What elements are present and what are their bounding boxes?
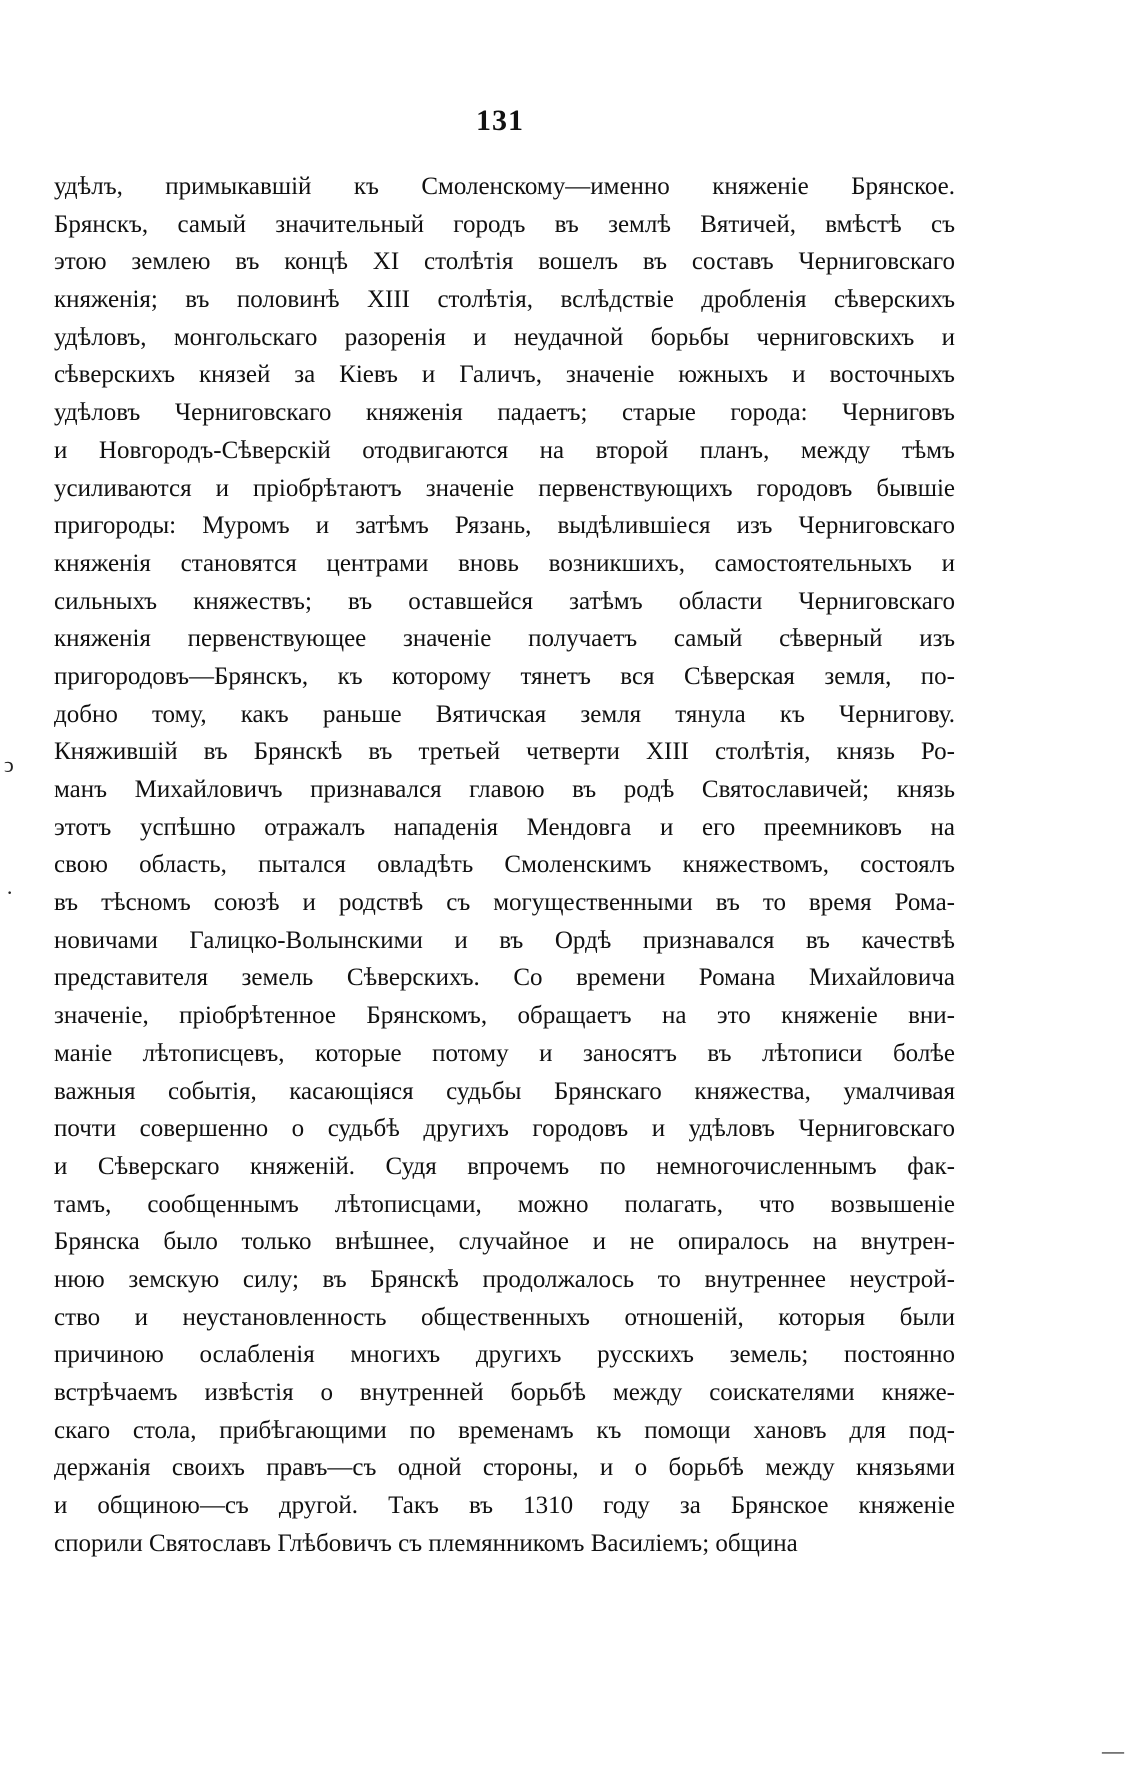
text-line: и Сѣверскаго княженій. Судя впрочемъ по немногочисленнымъ фак- — [54, 1152, 955, 1180]
margin-mark: — — [1102, 1738, 1124, 1763]
text-line: важныя событія, касающіяся судьбы Брянскаго княжества, умалчивая — [54, 1077, 955, 1105]
margin-mark: ↄ — [4, 752, 14, 777]
text-line: свою область, пытался овладѣть Смоленскимъ княжествомъ, состоялъ — [54, 851, 955, 879]
text-line: удѣловъ Черниговскаго княженія падаетъ; старые города: Черниговъ — [54, 399, 955, 427]
text-line: сѣверскихъ князей за Кіевъ и Галичъ, значеніе южныхъ и восточныхъ — [54, 361, 955, 389]
text-line: маніе лѣтописцевъ, которые потому и заносятъ въ лѣтописи болѣе — [54, 1039, 955, 1067]
text-line: ство и неустановленность общественныхъ отношеній, которыя были — [54, 1303, 955, 1331]
body-text — [54, 168, 955, 1562]
text-line: этотъ успѣшно отражалъ нападенія Мендовга и его преемниковъ на — [54, 813, 955, 841]
text-line: почти совершенно о судьбѣ другихъ городовъ и удѣловъ Черниговскаго — [54, 1115, 955, 1143]
text-line: причиною ослабленія многихъ другихъ русскихъ земель; постоянно — [54, 1341, 955, 1369]
text-line: въ тѣсномъ союзѣ и родствѣ съ могущественными въ то время Рома- — [54, 889, 955, 917]
text-line: встрѣчаемъ извѣстія о внутренней борьбѣ между соискателями княже- — [54, 1379, 955, 1406]
text-line: новичами Галицко-Волынскими и въ Ордѣ признавался въ качествѣ — [54, 926, 955, 954]
text-line: удѣловъ, монгольскаго разоренія и неудачной борьбы черниговскихъ и — [54, 323, 955, 351]
text-line: и Новгородъ-Сѣверскій отодвигаются на второй планъ, между тѣмъ — [54, 436, 955, 464]
text-line: скаго стола, прибѣгающими по временамъ къ помощи хановъ для под- — [54, 1416, 955, 1444]
text-line: держанія своихъ правъ—съ одной стороны, и о борьбѣ между князьями — [54, 1454, 955, 1482]
text-line: Княжившій въ Брянскѣ въ третьей четверти XIII столѣтія, князь Ро- — [54, 738, 955, 766]
text-line: усиливаются и пріобрѣтаютъ значеніе первенствующихъ городовъ бывшіе — [54, 474, 955, 502]
text-line: нюю земскую силу; въ Брянскѣ продолжалось то внутреннее неустрой- — [54, 1265, 955, 1293]
text-line: значеніе, пріобрѣтенное Брянскомъ, обращаетъ на это княженіе вни- — [54, 1002, 955, 1030]
text-line: этою землею въ концѣ XI столѣтія вошелъ въ составъ Черниговскаго — [54, 248, 955, 276]
text-line: сильныхъ княжествъ; въ оставшейся затѣмъ области Черниговскаго — [54, 587, 955, 615]
text-line: княженія первенствующее значеніе получаетъ самый сѣверный изъ — [54, 625, 955, 653]
text-line: представителя земель Сѣверскихъ. Со времени Романа Михайловича — [54, 964, 955, 992]
text-line: тамъ, сообщеннымъ лѣтописцами, можно полагать, что возвышеніе — [54, 1190, 955, 1218]
margin-mark: · — [6, 880, 14, 905]
text-line: княженія становятся центрами вновь возникшихъ, самостоятельныхъ и — [54, 549, 955, 577]
text-line: княженія; въ половинѣ XIII столѣтія, вслѣдствіе дробленія сѣверскихъ — [54, 286, 955, 314]
text-line: спорили Святославъ Глѣбовичъ съ племянникомъ Василіемъ; община — [54, 1529, 798, 1557]
text-line: Брянскъ, самый значительный городъ въ землѣ Вятичей, вмѣстѣ съ — [54, 210, 955, 238]
page-number: 131 — [476, 104, 524, 137]
text-line: манъ Михайловичъ признавался главою въ родѣ Святославичей; князь — [54, 776, 955, 803]
text-line: и общиною—съ другой. Такъ въ 1310 году за Брянское княженіе — [54, 1492, 955, 1520]
text-line: добно тому, какъ раньше Вятичская земля тянула къ Чернигову. — [54, 700, 955, 728]
text-line: Брянска было только внѣшнее, случайное и не опиралось на внутрен- — [54, 1228, 955, 1256]
text-line: пригородовъ—Брянскъ, къ которому тянетъ вся Сѣверская земля, по- — [54, 662, 955, 690]
text-line: пригороды: Муромъ и затѣмъ Рязань, выдѣлившіеся изъ Черниговскаго — [54, 512, 955, 540]
text-line: удѣлъ, примыкавшій къ Смоленскому—именно княженіе Брянское. — [54, 173, 955, 200]
